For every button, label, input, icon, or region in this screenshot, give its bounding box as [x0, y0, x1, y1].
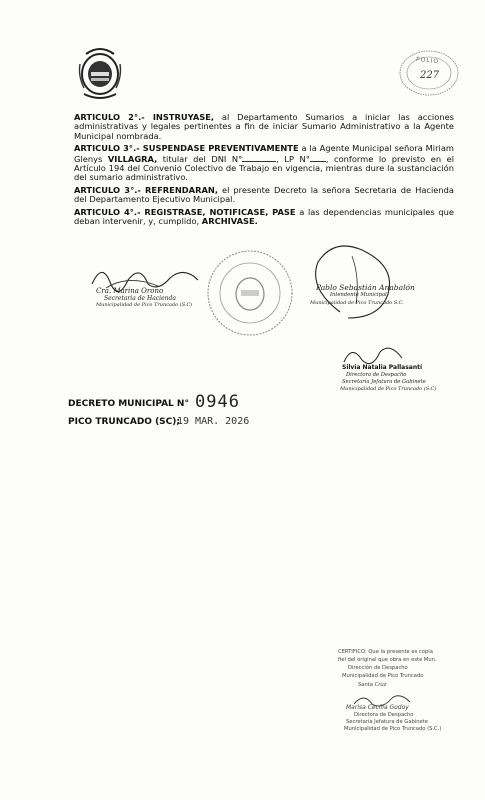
signatory-3-name: Silvia Natalia Pallasantí [342, 364, 423, 371]
certification-signatory-name: Marisa Cecilia Godoy [346, 704, 409, 711]
signatory-1-municipality: Municipalidad de Pico Truncado (S.C) [96, 302, 193, 308]
signature-intendente [300, 238, 410, 326]
article-4: ARTICULO 4°.- REGISTRASE, NOTIFICASE, PASE a las dependencias municipales que deban intervenir, y, cumplido, ARCHIVASE. [74, 206, 454, 227]
municipal-seal-icon [205, 248, 295, 338]
certification-line-1: CERTIFICO: Que la presente es copia [338, 649, 433, 655]
signatory-1-name: Cra. Marina Orono [96, 287, 164, 295]
decree-number: 0946 [195, 392, 240, 412]
redacted-lp [310, 154, 326, 162]
certification-signatory-office: Secretaría Jefatura de Gabinete [346, 719, 428, 725]
certification-line-4: Municipalidad de Pico Truncado [342, 673, 424, 679]
certification-line-2: fiel del original que obra en este Mun. [338, 657, 437, 663]
certification-signatory-role: Directora de Despacho [354, 712, 414, 718]
signatory-2-role: Intendente Municipal [330, 292, 387, 298]
signatory-3-role: Directora de Despacho [346, 372, 407, 378]
redacted-dni [242, 154, 276, 162]
folio-number: 227 [420, 70, 440, 81]
decree-date: 19 MAR. 2026 [177, 416, 250, 427]
decree-place: PICO TRUNCADO (SC); [68, 417, 180, 427]
article-3-suspension: ARTICULO 3°.- SUSPENDASE PREVENTIVAMENTE a la Agente Municipal señora Miriam Glenys VILLAGRA, titular del DNI N° , LP N° , conforme lo previsto en el Artículo 194 del Convenio Colectivo de Trabajo en vigencia, mientras dure la sustanciación del sumario administrativo. [74, 143, 454, 183]
certification-line-5: Santa Cruz [358, 682, 387, 688]
signatory-1-role: Secretaria de Hacienda [104, 295, 176, 302]
article-2: ARTICULO 2°.- INSTRUYASE, al Departamento Sumarios a iniciar las acciones administrativas y legales pertinentes a fin de iniciar Sumario Administrativo a la Agente Municipal nombrada. [74, 112, 455, 141]
certification-line-3: Dirección de Despacho [348, 665, 408, 671]
signatory-3-office: Secretaría Jefatura de Gabinete [342, 379, 426, 385]
folio-label: FOLIO [415, 56, 440, 66]
signatory-2-name: Pablo Sebastián Anabalón [316, 283, 415, 292]
signatory-3-municipality: Municipalidad de Pico Truncado (S.C) [340, 386, 437, 392]
decree-body [74, 113, 454, 229]
certification-signatory-municipality: Municipalidad de Pico Truncado (S.C.) [344, 726, 442, 732]
article-3-refrendo: ARTICULO 3°.- REFRENDARAN, el presente Decreto la señora Secretaria de Hacienda del Departamento Ejecutivo Municipal. [74, 184, 454, 205]
signatory-2-municipality: Municipalidad de Pico Truncado S.C. [310, 300, 404, 306]
decree-number-label: DECRETO MUNICIPAL N° [68, 399, 189, 409]
coat-of-arms-icon [76, 44, 124, 100]
